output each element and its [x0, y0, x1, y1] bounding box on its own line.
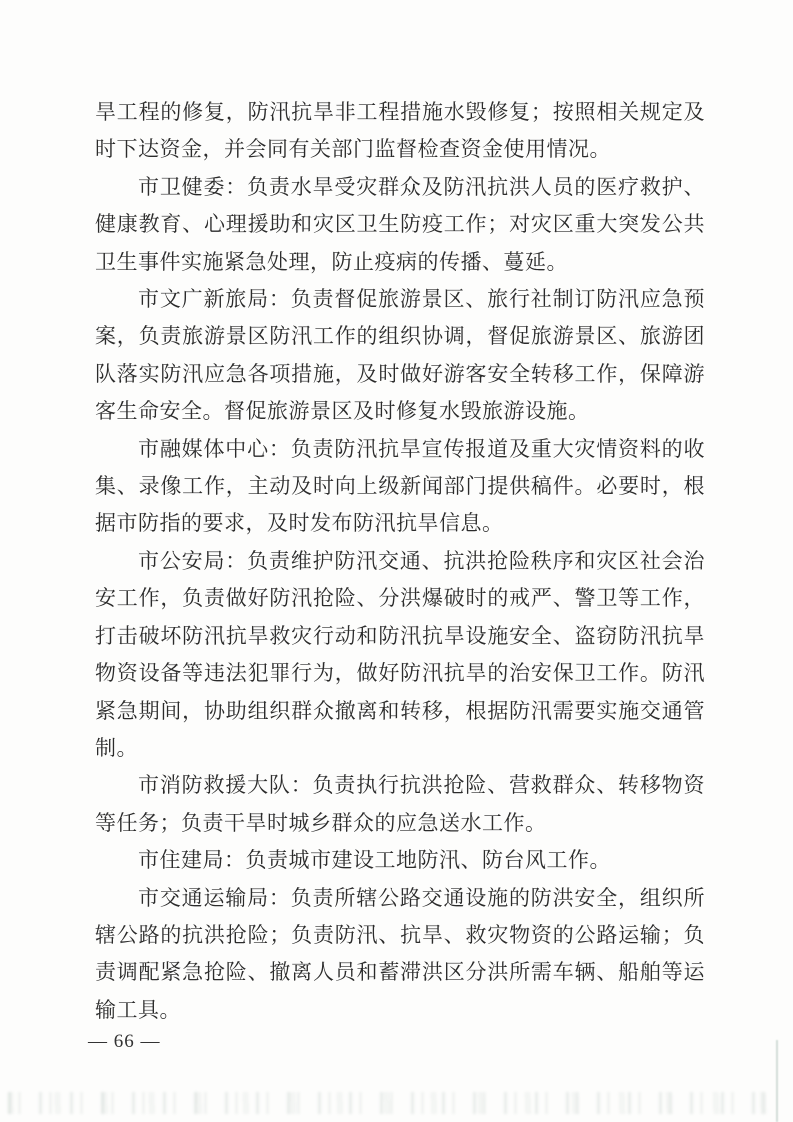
paragraph: [95, 281, 705, 431]
paragraph: [95, 169, 705, 281]
paragraph: [95, 880, 705, 1030]
text-line: 时下达资金，并会同有关部门监督检查资金使用情况。: [95, 137, 611, 162]
text-line: 打击破坏防汛抗旱救灾行动和防汛抗旱设施安全、盗窃防汛抗旱: [95, 623, 705, 648]
paragraph: [95, 94, 705, 169]
document-body: [95, 94, 705, 1029]
page-number: — 66 —: [88, 1031, 161, 1052]
text-line: 市文广新旅局：负责督促旅游景区、旅行社制订防汛应急预: [138, 287, 705, 312]
text-line: 市公安局：负责维护防汛交通、抗洪抢险秩序和灾区社会治: [138, 548, 705, 573]
text-line: 制。: [95, 735, 138, 760]
scan-bleedthrough-artifact: [8, 1092, 779, 1114]
text-line: 安工作，负责做好防汛抢险、分洪爆破时的戒严、警卫等工作，: [95, 586, 705, 611]
paragraph: [95, 842, 705, 879]
text-line: 旱工程的修复，防汛抗旱非工程措施水毁修复；按照相关规定及: [95, 100, 705, 124]
paragraph: [95, 431, 705, 543]
text-line: 案，负责旅游景区防汛工作的组织协调，督促旅游景区、旅游团: [95, 324, 705, 349]
scan-edge-line-artifact: [776, 1040, 778, 1122]
text-line: 辖公路的抗洪抢险；负责防汛、抗旱、救灾物资的公路运输；负: [95, 922, 705, 947]
text-line: 物资设备等违法犯罪行为，做好防汛抗旱的治安保卫工作。防汛: [95, 661, 705, 686]
text-line: 紧急期间，协助组织群众撤离和转移，根据防汛需要实施交通管: [95, 698, 705, 723]
text-line: 市卫健委：负责水旱受灾群众及防汛抗洪人员的医疗救护、: [138, 174, 705, 199]
text-line: 集、录像工作，主动及时向上级新闻部门提供稿件。必要时，根: [95, 474, 705, 499]
text-line: 队落实防汛应急各项措施，及时做好游客安全转移工作，保障游: [95, 361, 705, 386]
text-line: 责调配紧急抢险、撤离人员和蓄滞洪区分洪所需车辆、船舶等运: [95, 960, 705, 985]
text-line: 等任务；负责干旱时城乡群众的应急送水工作。: [95, 810, 547, 835]
text-line: 健康教育、心理援助和灾区卫生防疫工作；对灾区重大突发公共: [95, 212, 705, 237]
text-line: 卫生事件实施紧急处理，防止疫病的传播、蔓延。: [95, 249, 568, 274]
text-line: 市消防救援大队：负责执行抗洪抢险、营救群众、转移物资: [138, 773, 705, 798]
text-line: 输工具。: [95, 997, 181, 1022]
text-line: 市融媒体中心：负责防汛抗旱宣传报道及重大灾情资料的收: [138, 436, 705, 461]
text-line: 据市防指的要求，及时发布防汛抗旱信息。: [95, 511, 504, 536]
paragraph: [95, 543, 705, 767]
text-line: 市交通运输局：负责所辖公路交通设施的防洪安全，组织所: [138, 885, 705, 910]
paragraph: [95, 767, 705, 842]
text-line: 市住建局：负责城市建设工地防汛、防台风工作。: [138, 848, 611, 873]
text-line: 客生命安全。督促旅游景区及时修复水毁旅游设施。: [95, 399, 590, 424]
